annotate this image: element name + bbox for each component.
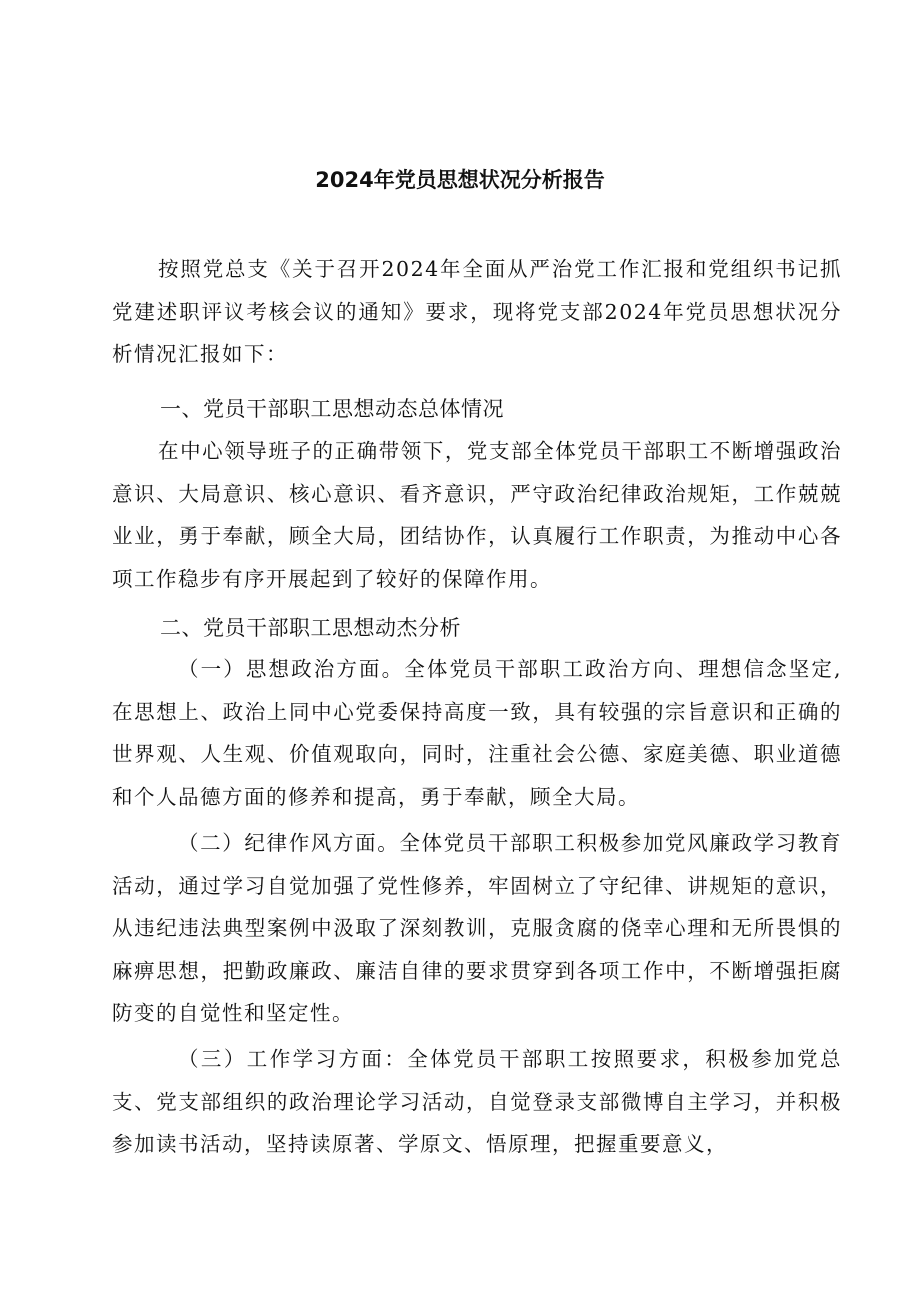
section-2-item-3: （三）工作学习方面：全体党员干部职工按照要求，积极参加党总支、党支部组织的政治理论学习活动，自觉登录支部微博自主学习，并积极参加读书活动，坚持读原著、学原文、悟原理，把握重要意义，	[112, 1047, 842, 1156]
section-2-item-2: （二）纪律作风方面。全体党员干部职工积极参加党风廉政学习教育活动，通过学习自觉加强了党性修养，牢固树立了守纪律、讲规矩的意识，从违纪违法典型案例中汲取了深刻教训，克服贪腐的侥幸心理和无所畏惧的麻痹思想，把勤政廉政、廉洁自律的要求贯穿到各项工作中，不断增强拒腐防变的自觉性和坚定性。	[112, 831, 842, 1025]
section-1-paragraph: 在中心领导班子的正确带领下，党支部全体党员干部职工不断增强政治意识、大局意识、核心意识、看齐意识，严守政治纪律政治规矩，工作兢兢业业，勇于奉献，顾全大局，团结协作，认真履行工作职责，为推动中心各项工作稳步有序开展起到了较好的保障作用。	[112, 439, 842, 591]
section-2-heading: 二、党员干部职工思想动杰分析	[160, 616, 461, 640]
document-title: 2024年党员思想状况分析报告	[315, 168, 605, 192]
intro-paragraph: 按照党总支《关于召开2024年全面从严治党工作汇报和党组织书记抓党建述职评议考核会议的通知》要求，现将党支部2024年党员思想状况分析情况汇报如下：	[112, 257, 842, 366]
section-1-heading: 一、党员干部职工思想动态总体情况	[160, 397, 504, 421]
section-2-item-1: （一）思想政治方面。全体党员干部职工政治方向、理想信念坚定,在思想上、政治上同中心党委保持高度一致，具有较强的宗旨意识和正确的世界观、人生观、价值观取向，同时，注重社会公德、家庭美德、职业道德和个人品德方面的修养和提高，勇于奉献，顾全大局。	[112, 657, 842, 809]
